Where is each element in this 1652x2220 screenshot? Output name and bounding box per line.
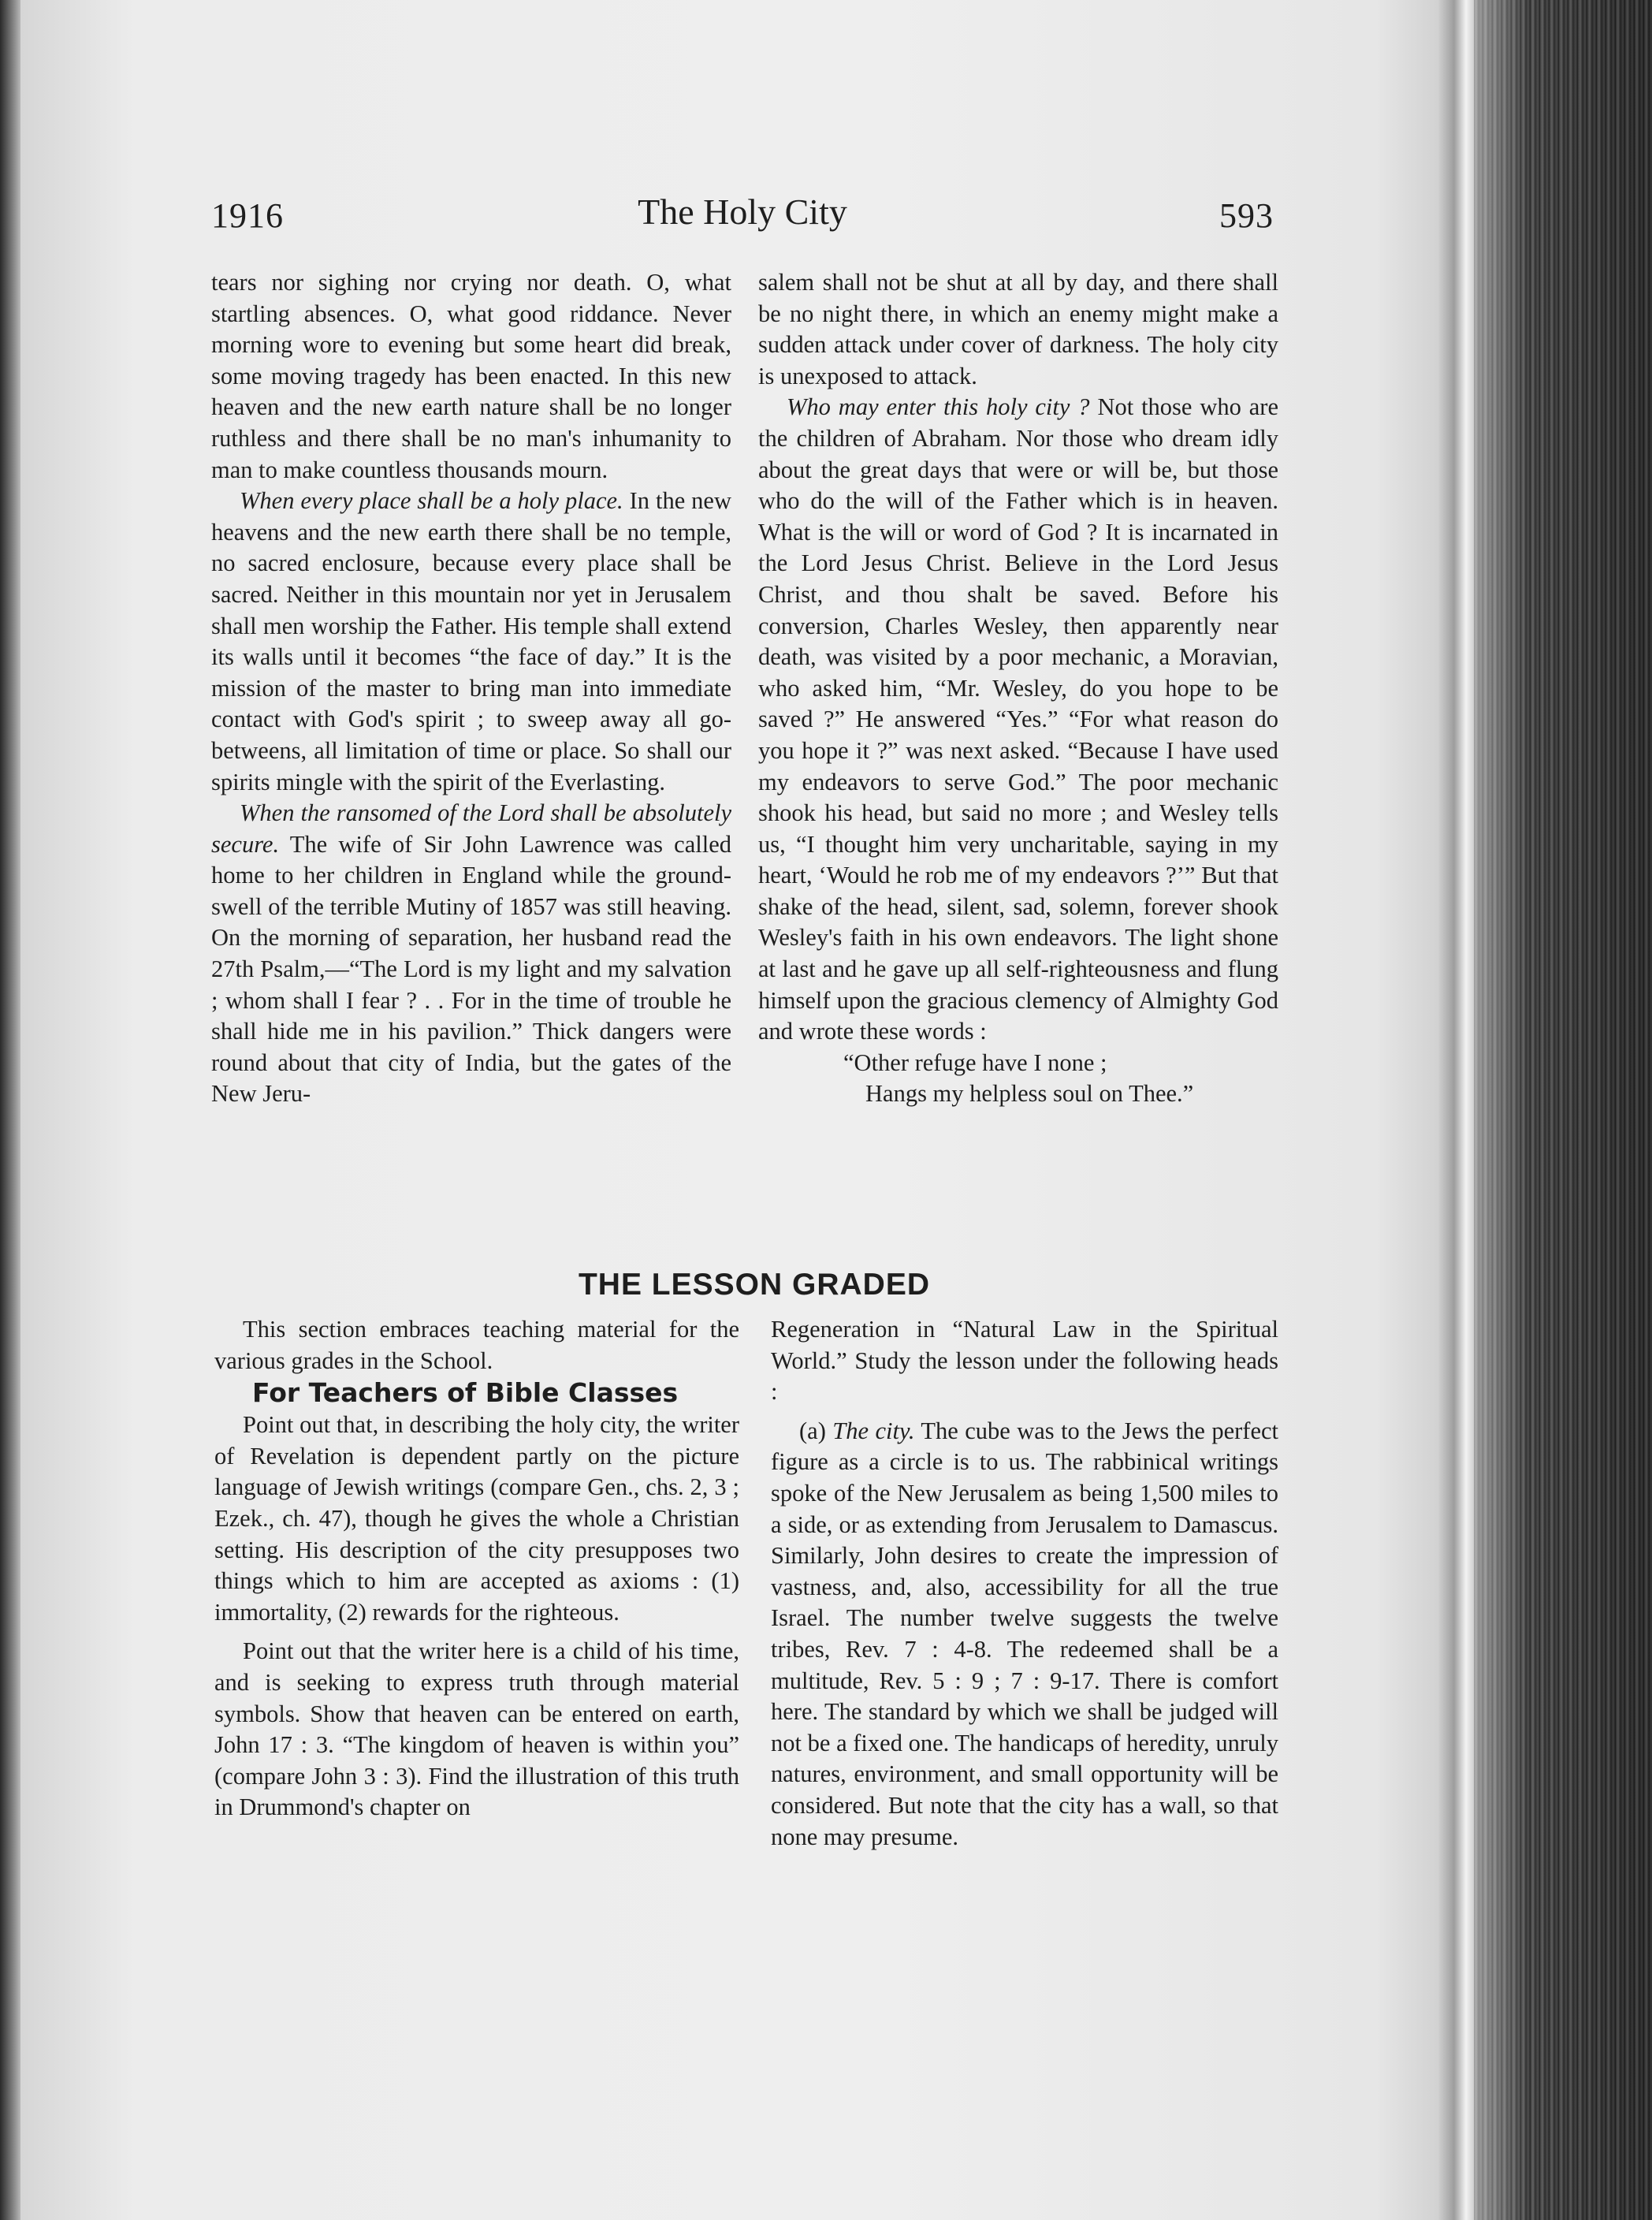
hymn-line: Hangs my helpless soul on Thee.”	[865, 1080, 1194, 1108]
column-top-right	[758, 267, 1278, 1110]
paragraph	[771, 1416, 1278, 1853]
section-title: THE LESSON GRADED	[578, 1268, 931, 1302]
page-gutter	[1438, 0, 1478, 2220]
paragraph-lead: When every place shall be a holy place.	[240, 487, 623, 515]
header-page-number: 593	[1219, 196, 1274, 235]
paragraph: salem shall not be shut at all by day, and there shall be no night there, in which an enemy might make a sudden attack under cover of darkness. The holy city is unexposed to attack.	[758, 269, 1278, 389]
paragraph: Regeneration in “Natural Law in the Spiritual World.” Study the lesson under the following heads :	[771, 1316, 1278, 1406]
running-head	[211, 192, 1274, 243]
paragraph-body: In the new heavens and the new earth there shall be no temple, no sacred enclosure, because every place shall be sacred. Neither in this mountain nor yet in Jerusalem shall men worship the Father. His temple shall extend its walls until it becomes “the face of day.” It is the mission of the master to bring man into immediate contact with God's spirit ; to sweep away all go-betweens, all limitation of time or place. So shall our spirits mingle with the spirit of the Everlasting.	[211, 487, 731, 795]
hymn-line: “Other refuge have I none ;	[843, 1049, 1107, 1076]
list-marker: (a)	[799, 1417, 833, 1444]
paragraph-gap	[214, 1628, 739, 1636]
header-year: 1916	[211, 196, 284, 235]
paragraph-lead: When the ransomed of the Lord shall be absolutely secure.	[211, 799, 731, 858]
column-top-left	[211, 267, 731, 1110]
paragraph: Point out that the writer here is a child of his time, and is seeking to express truth through material symbols. Show that heaven can be entered on earth, John 17 : 3. “The kingdom of heaven is within you” (compare John 3 : 3). Find the illustration of this truth in Drummond's chapter on	[214, 1637, 739, 1821]
paragraph-body: The cube was to the Jews the perfect figure as a circle is to us. The rabbinical writings spoke of the New Jerusalem as being 1,500 miles to a side, or as extending from Jerusalem to Damascus. Similarly, John desires to create the impression of vastness, and, also, accessibility for all the true Israel. The number twelve suggests the twelve tribes, Rev. 7 : 4-8. The redeemed shall be a multitude, Rev. 5 : 9 ; 7 : 9-17. There is comfort here. The standard by which we shall be judged will not be a fixed one. The handicaps of heredity, unruly natures, environment, and small opportunity will be considered. But note that the city has a wall, so that none may presume.	[771, 1417, 1279, 1850]
paragraph: Point out that, in describing the holy city, the writer of Revelation is dependent partly on the picture language of Jewish writings (compare Gen., chs. 2, 3 ; Ezek., ch. 47), though he gives the whole a Christian setting. His description of the city presupposes two things which to him are accepted as axioms : (1) immortality, (2) rewards for the righteous.	[214, 1411, 739, 1626]
paragraph-body: The wife of Sir John Lawrence was called home to her children in England while the ground-swell of the terrible Mutiny of 1857 was still heaving. On the morning of separation, her husband read the 27th Psalm,—“The Lord is my light and my salvation ; whom shall I fear ? . . For in the time of trouble he shall hide me in his pavilion.” Thick dangers were round about that city of India, but the gates of the New Jeru-	[211, 830, 731, 1108]
column-bottom-right	[771, 1314, 1278, 1853]
paragraph	[758, 392, 1278, 1047]
paragraph-lead: Who may enter this holy city ?	[787, 393, 1090, 421]
subsection-heading: For Teachers of Bible Classes	[252, 1377, 679, 1409]
column-bottom-left	[214, 1314, 739, 1823]
paragraph	[211, 486, 731, 798]
book-fore-edge-shade	[1474, 0, 1652, 2220]
paragraph-body: Not those who are the children of Abraham. Nor those who dream idly about the great days that were or will be, but those who do the will of the Father which is in heaven. What is the will or word of God ? It is incarnated in the Lord Jesus Christ. Believe in the Lord Jesus Christ, and thou shalt be saved. Before his conversion, Charles Wesley, then apparently near death, was visited by a poor mechanic, a Moravian, who asked him, “Mr. Wesley, do you hope to be saved ?” He answered “Yes.” “For what reason do you hope it ?” was next asked. “Because I have used my endeavors to serve God.” The poor mechanic shook his head, but said no more ; and Wesley tells us, “I thought him very uncharitable, saying in my heart, ‘Would he rob me of my endeavors ?’” But that shake of the head, silent, sad, solemn, forever shook Wesley's faith in his own endeavors. The light shone at last and he gave up all self-righteousness and flung himself upon the gracious clemency of Almighty God and wrote these words :	[758, 393, 1278, 1045]
paragraph	[211, 798, 731, 1110]
paragraph-gap	[771, 1408, 1278, 1416]
section-intro: This section embraces teaching material for the various grades in the School.	[214, 1316, 739, 1374]
paragraph: tears nor sighing nor crying nor death. O, what startling absences. O, what good riddance. Never morning wore to evening but some heart did break, some moving tragedy has been enacted. In this new heaven and the new earth nature shall be no longer ruthless and there shall be no man's inhumanity to man to make countless thousands mourn.	[211, 269, 731, 483]
paragraph-lead: The city.	[832, 1417, 915, 1444]
header-title: The Holy City	[638, 192, 847, 232]
